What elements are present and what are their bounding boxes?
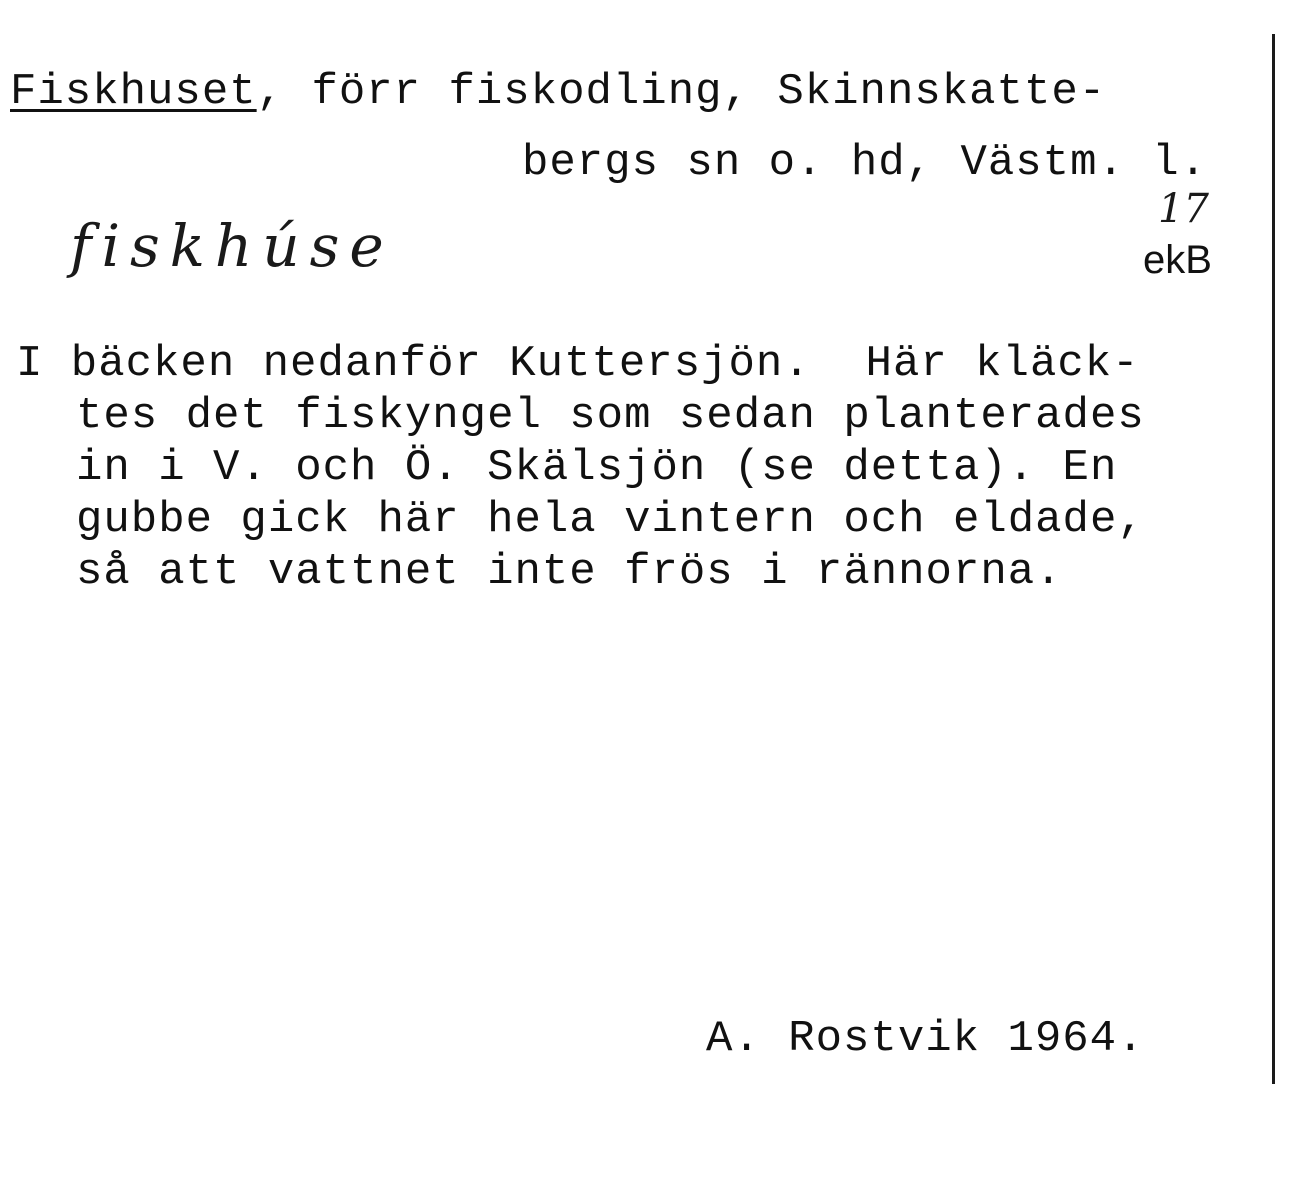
header-line-2: bergs sn o. hd, Västm. l. [522, 138, 1208, 188]
body-line-3: in i V. och Ö. Skälsjön (se detta). En [76, 443, 1118, 493]
header-line-1 [10, 66, 1106, 118]
headword: Fiskhuset [10, 67, 257, 117]
card-number: 17 [1158, 186, 1209, 232]
header-line-1-rest: , förr fiskodling, Skinnskatte- [256, 67, 1107, 117]
body-line-2: tes det fiskyngel som sedan planterades [76, 391, 1145, 441]
body-line-4: gubbe gick här hela vintern och eldade, [76, 495, 1145, 545]
body-line-1: I bäcken nedanför Kuttersjön. Här kläck- [16, 339, 1140, 389]
card-edge-rule [1272, 34, 1275, 1084]
body-line-5: så att vattnet inte frös i rännorna. [76, 547, 1063, 597]
signature: A. Rostvik 1964. [706, 1014, 1145, 1064]
handwritten-pronunciation: fiskhúse [70, 212, 394, 280]
card-code: ekB [1143, 238, 1212, 282]
